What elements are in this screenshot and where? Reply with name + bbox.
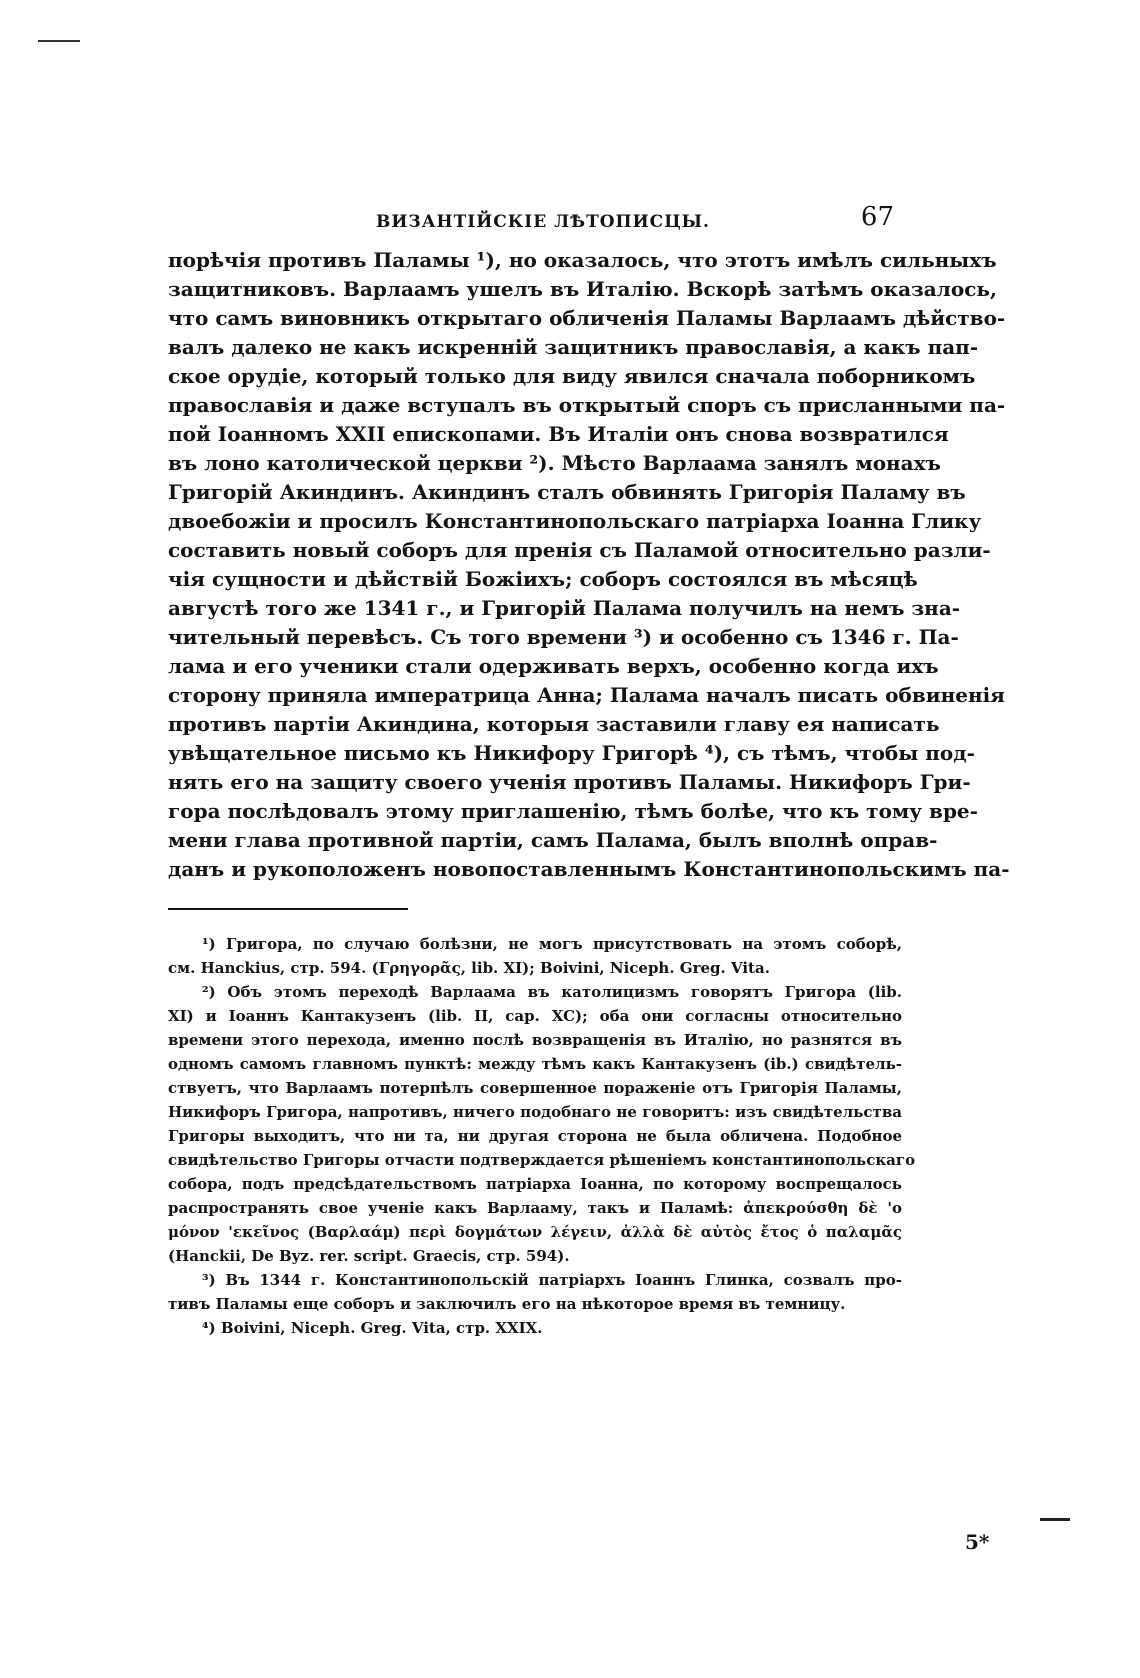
footnote-line: тивъ Паламы еще соборъ и заключилъ его на нѣкоторое время въ темницу. xyxy=(168,1295,846,1313)
footnote-line: ⁴) Boivini, Niceph. Greg. Vita, стр. XXIX. xyxy=(202,1319,543,1337)
main-text xyxy=(168,246,1010,884)
footnote-line: распространять свое ученіе какъ Варлааму, такъ и Паламѣ: ἀπεκρούσθη δὲ 'ο xyxy=(168,1199,902,1217)
text-line: защитниковъ. Варлаамъ ушелъ въ Италію. Вскорѣ затѣмъ оказалось, xyxy=(168,277,997,301)
footnote-line: собора, подъ предсѣдательствомъ патріарха Іоанна, по которому воспрещалось xyxy=(168,1175,902,1193)
text-line: мени глава противной партіи, самъ Палама, былъ вполнѣ оправ- xyxy=(168,828,938,852)
text-line: православія и даже вступалъ въ открытый споръ съ присланными па- xyxy=(168,393,1006,417)
page-content xyxy=(168,200,1010,1554)
footnote-line: XI) и Іоаннъ Кантакузенъ (lib. II, cap. XC); оба они согласны относительно xyxy=(168,1007,902,1025)
text-line: двоебожіи и просилъ Константинопольскаго патріарха Іоанна Глику xyxy=(168,509,982,533)
footnote-line: Григоры выходитъ, что ни та, ни другая сторона не была обличена. Подобное xyxy=(168,1127,902,1145)
text-line: ское орудіе, который только для виду явился сначала поборникомъ xyxy=(168,364,976,388)
text-line: чительный перевѣсъ. Съ того времени ³) и особенно съ 1346 г. Па- xyxy=(168,625,959,649)
footnote-line: ¹) Григора, по случаю болѣзни, не могъ присутствовать на этомъ соборѣ, xyxy=(202,935,902,953)
text-line: порѣчія противъ Паламы ¹), но оказалось, что этотъ имѣлъ сильныхъ xyxy=(168,248,997,272)
text-line: противъ партіи Акиндина, которыя заставили главу ея написать xyxy=(168,712,940,736)
text-line: увѣщательное письмо къ Никифору Григорѣ ⁴), съ тѣмъ, чтобы под- xyxy=(168,741,975,765)
text-line: сторону приняла императрица Анна; Палама началъ писать обвиненія xyxy=(168,683,1005,707)
footnote-line: Никифоръ Григора, напротивъ, ничего подобнаго не говоритъ: изъ свидѣтельства xyxy=(168,1103,902,1121)
signature-mark: 5* xyxy=(965,1530,990,1554)
text-line: составить новый соборъ для пренія съ Паламой относительно разли- xyxy=(168,538,991,562)
footnote-line: см. Hanckius, стр. 594. (Γρηγορᾶς, lib. XI); Boivini, Niceph. Greg. Vita. xyxy=(168,959,770,977)
footnote-line: (Hanckii, De Byz. rer. script. Graecis, стр. 594). xyxy=(168,1247,570,1265)
text-line: въ лоно католической церкви ²). Мѣсто Варлаама занялъ монахъ xyxy=(168,451,941,475)
text-line: что самъ виновникъ открытаго обличенія Паламы Варлаамъ дѣйство- xyxy=(168,306,1006,330)
text-line: валъ далеко не какъ искренній защитникъ православія, а какъ пап- xyxy=(168,335,979,359)
text-line: нять его на защиту своего ученія противъ Паламы. Никифоръ Гри- xyxy=(168,770,971,794)
scan-edge-mark xyxy=(38,40,80,42)
scan-edge-mark xyxy=(1040,1518,1070,1521)
footnote-line: ²) Объ этомъ переходѣ Варлаама въ католицизмъ говорятъ Григора (lib. xyxy=(202,983,902,1001)
footnote-line: времени этого перехода, именно послѣ возвращенія въ Италію, но разнятся въ xyxy=(168,1031,902,1049)
footnote-line: одномъ самомъ главномъ пунктѣ: между тѣмъ какъ Кантакузенъ (ib.) свидѣтель- xyxy=(168,1055,902,1073)
footnote-line: μόνον 'εκεῖνος (Βαρλαάμ) περὶ δογμάτων λέγειν, ἀλλὰ δὲ αὐτὸς ἔτος ὁ παλαμᾶς xyxy=(168,1223,902,1241)
page-number: 67 xyxy=(860,202,894,232)
text-line: лама и его ученики стали одерживать верхъ, особенно когда ихъ xyxy=(168,654,939,678)
text-line: августѣ того же 1341 г., и Григорій Палама получилъ на немъ зна- xyxy=(168,596,961,620)
text-line: пой Іоанномъ XXII епископами. Въ Италіи онъ снова возвратился xyxy=(168,422,949,446)
page-header xyxy=(168,200,902,240)
running-title: ВИЗАНТІЙСКІЕ ЛѢТОПИСЦЫ. xyxy=(376,212,710,232)
text-line: Григорій Акиндинъ. Акиндинъ сталъ обвинять Григорія Паламу въ xyxy=(168,480,966,504)
footnote-line: свидѣтельство Григоры отчасти подтверждается рѣшеніемъ константинопольскаго xyxy=(168,1151,916,1169)
text-line: гора послѣдовалъ этому приглашенію, тѣмъ болѣе, что къ тому вре- xyxy=(168,799,978,823)
footnote-line: ствуетъ, что Варлаамъ потерпѣлъ совершенное пораженіе отъ Григорія Паламы, xyxy=(168,1079,902,1097)
text-line: данъ и рукоположенъ новопоставленнымъ Константинопольскимъ па- xyxy=(168,857,1010,881)
text-line: чія сущности и дѣйствій Божіихъ; соборъ состоялся въ мѣсяцѣ xyxy=(168,567,918,591)
footnote-line: ³) Въ 1344 г. Константинопольскій патріархъ Іоаннъ Глинка, созвалъ про- xyxy=(202,1271,902,1289)
footnote-separator xyxy=(168,908,408,910)
footnotes xyxy=(168,932,916,1340)
